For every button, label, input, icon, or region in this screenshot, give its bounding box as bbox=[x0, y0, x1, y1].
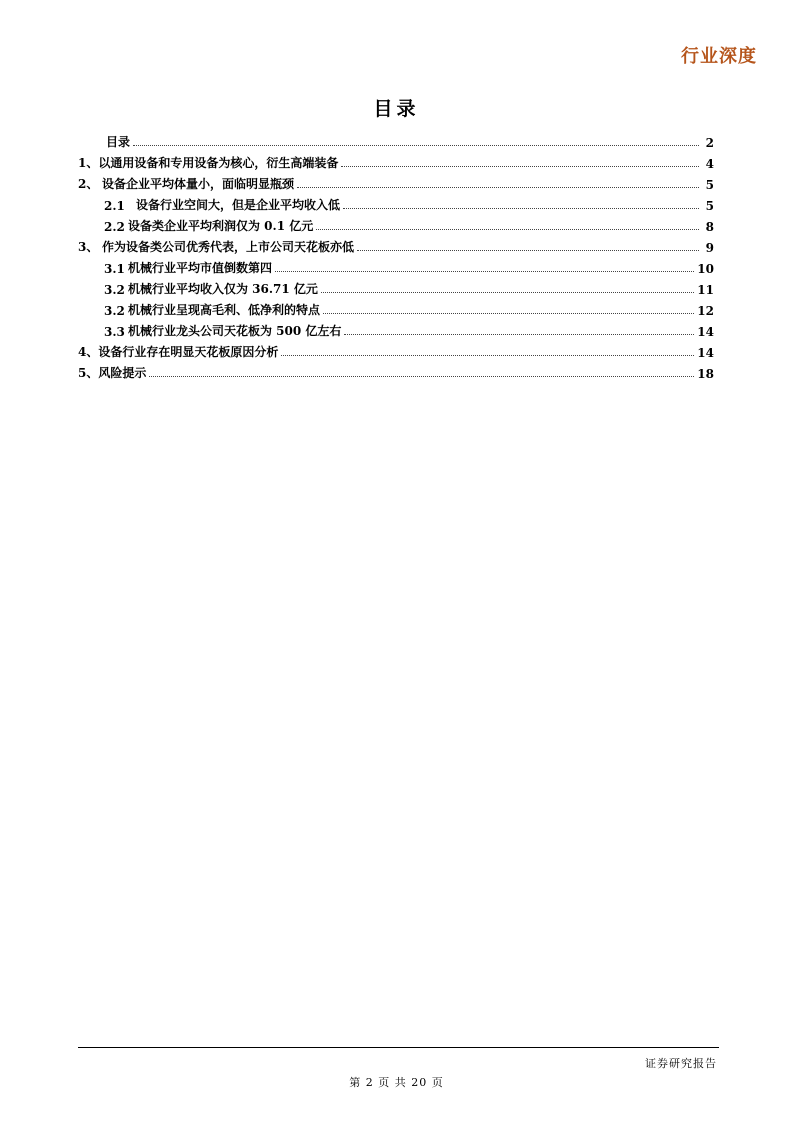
toc-entry-number: 3.2 bbox=[104, 283, 125, 297]
toc-leader-dots bbox=[297, 186, 699, 188]
toc-entry-3-2a[interactable] bbox=[104, 277, 714, 297]
toc-entry-page: 14 bbox=[697, 346, 714, 360]
toc-entry-label: 设备企业平均体量小，面临明显瓶颈 bbox=[102, 177, 295, 191]
toc-title: 目录 bbox=[373, 98, 420, 120]
toc-entry-number: 3.2 bbox=[104, 304, 125, 318]
toc-entry-number: 3.3 bbox=[104, 325, 125, 339]
header-tag: 行业深度 bbox=[681, 46, 757, 67]
toc-entry-2-1[interactable] bbox=[104, 193, 714, 213]
toc-entry-label: 设备行业存在明显天花板原因分析 bbox=[98, 345, 279, 359]
toc-leader-dots bbox=[133, 144, 699, 146]
toc-leader-dots bbox=[323, 312, 694, 314]
toc-entry-label: 以通用设备和专用设备为核心，衍生高端装备 bbox=[98, 156, 339, 170]
toc-leader-dots bbox=[281, 354, 694, 356]
footer-report-type: 证券研究报告 bbox=[645, 1057, 717, 1070]
toc-leader-dots bbox=[275, 270, 694, 272]
toc-entry-page: 8 bbox=[705, 220, 714, 234]
toc-entry-2[interactable] bbox=[78, 172, 714, 192]
toc-leader-dots bbox=[344, 333, 694, 335]
toc-entry-page: 2 bbox=[705, 136, 714, 150]
toc-entry-page: 18 bbox=[697, 367, 714, 381]
toc-entry-page: 9 bbox=[705, 241, 714, 255]
toc-entry-number: 2、 bbox=[78, 177, 99, 191]
toc-entry-5[interactable] bbox=[78, 361, 714, 381]
toc-entry-label: 设备行业空间大，但是企业平均收入低 bbox=[136, 198, 341, 212]
toc-entry-number: 3.1 bbox=[104, 262, 125, 276]
toc-entry-page: 10 bbox=[697, 262, 714, 276]
toc-leader-dots bbox=[357, 249, 699, 251]
toc-entry-4[interactable] bbox=[78, 340, 714, 360]
footer-page-number: 第 2 页 共 20 页 bbox=[349, 1076, 444, 1089]
toc-entry-number: 3、 bbox=[78, 240, 99, 254]
toc-entry-3[interactable] bbox=[78, 235, 714, 255]
toc-leader-dots bbox=[343, 207, 699, 209]
toc-entry-page: 4 bbox=[705, 157, 714, 171]
toc-entry-label: 机械行业平均市值倒数第四 bbox=[128, 261, 273, 275]
toc-entry-page: 5 bbox=[705, 199, 714, 213]
toc-entry-label: 作为设备类公司优秀代表，上市公司天花板亦低 bbox=[102, 240, 355, 254]
toc-entry-3-3[interactable] bbox=[104, 319, 714, 339]
toc-entry-number: 4、 bbox=[78, 345, 99, 359]
toc-entry-3-2b[interactable] bbox=[104, 298, 714, 318]
toc-entry-label: 风险提示 bbox=[98, 366, 147, 380]
toc-entry-page: 11 bbox=[697, 283, 714, 297]
toc-entry-label: 机械行业龙头公司天花板为 500 亿左右 bbox=[128, 324, 342, 338]
toc-entry-1[interactable] bbox=[78, 151, 714, 171]
toc-entry-3-1[interactable] bbox=[104, 256, 714, 276]
toc-entry-label: 设备类企业平均利润仅为 0.1 亿元 bbox=[128, 219, 314, 233]
toc-entry-number: 1、 bbox=[78, 156, 99, 170]
toc-leader-dots bbox=[149, 375, 694, 377]
toc-entry-page: 12 bbox=[697, 304, 714, 318]
footer-divider bbox=[78, 1047, 719, 1048]
toc-leader-dots bbox=[321, 291, 694, 293]
toc-entry-2-2[interactable] bbox=[104, 214, 714, 234]
toc-entry-page: 14 bbox=[697, 325, 714, 339]
toc-entry-label: 机械行业呈现高毛利、低净利的特点 bbox=[128, 303, 321, 317]
toc-leader-dots bbox=[316, 228, 699, 230]
toc-entry-number: 5、 bbox=[78, 366, 99, 380]
toc-entry-contents[interactable] bbox=[106, 130, 714, 150]
toc-leader-dots bbox=[341, 165, 699, 167]
toc-entry-page: 5 bbox=[705, 178, 714, 192]
toc-entry-label: 机械行业平均收入仅为 36.71 亿元 bbox=[128, 282, 318, 296]
toc-entry-number: 2.2 bbox=[104, 220, 125, 234]
toc-entry-label: 目录 bbox=[106, 135, 131, 149]
toc-entry-number: 2.1 bbox=[104, 199, 125, 213]
